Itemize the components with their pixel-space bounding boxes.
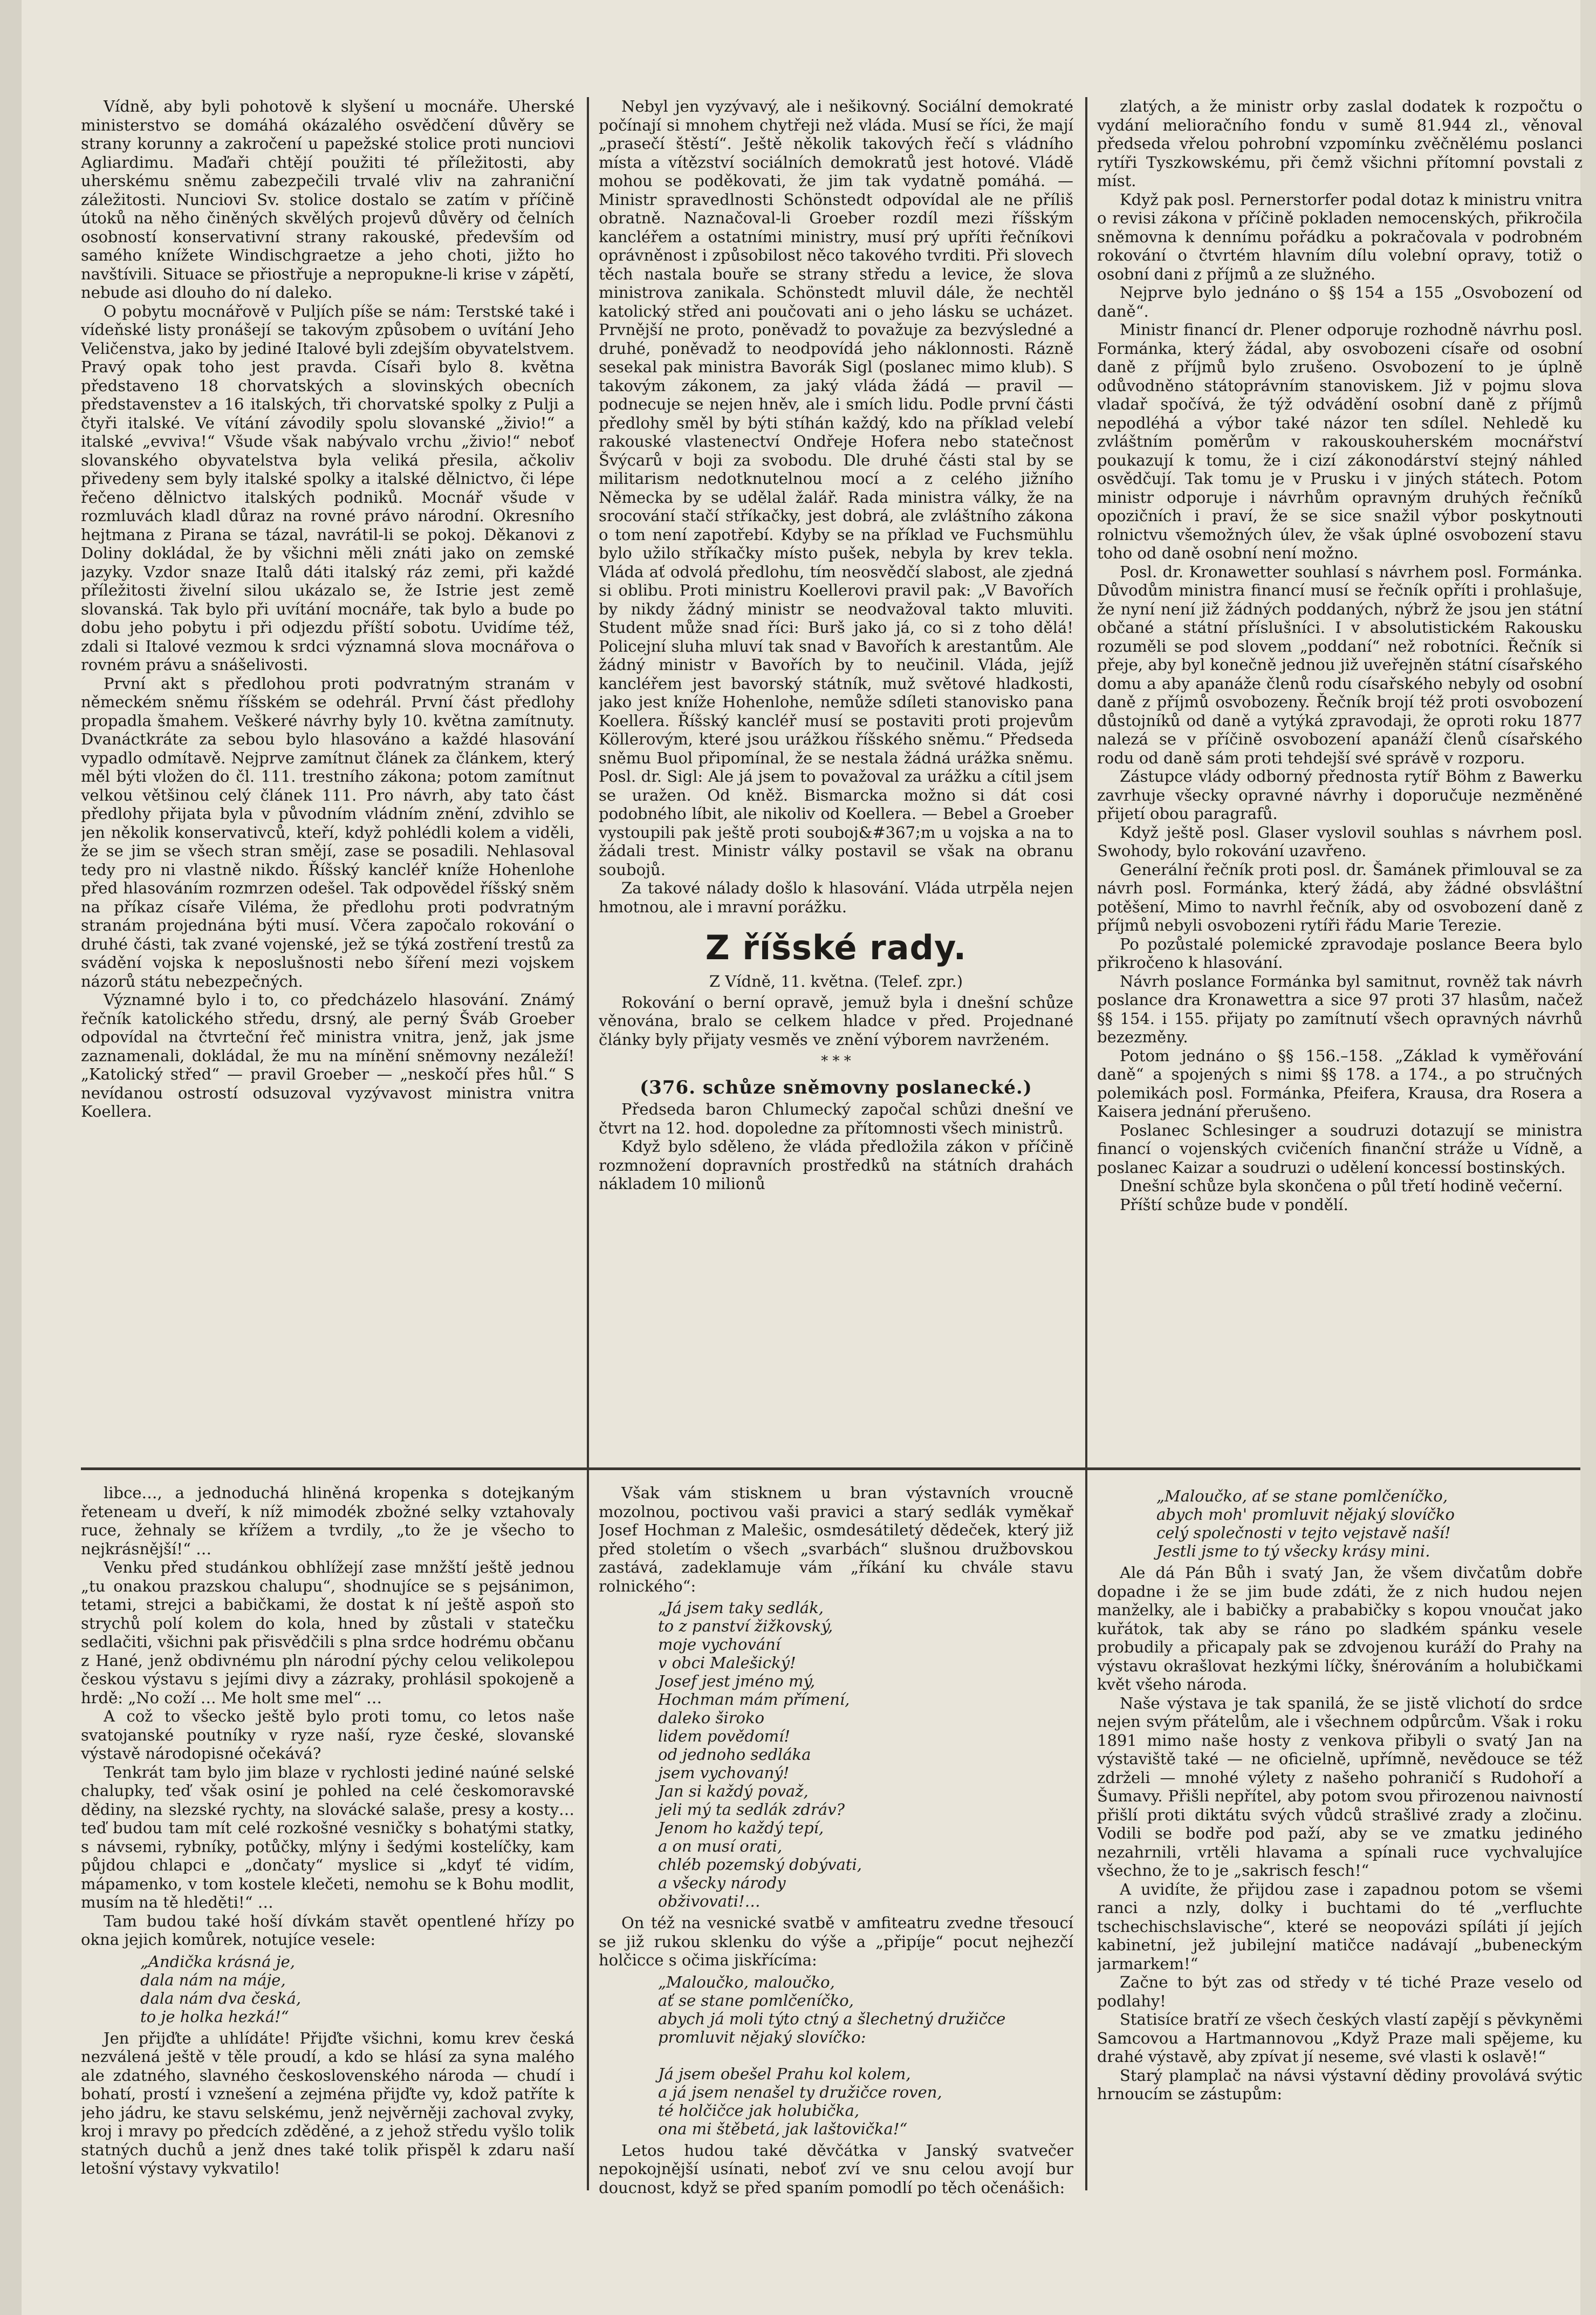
paragraph: A uvidíte, že přijdou zase i zapadnou potom se všemi ranci a nzly, dolky i buchtami do té „verfluchte tschechischslavische“, které se neopovázi spíláti jí jejích kabinetní, jež jubilejní matičce nadávají „bubeneckým jarmarkem!“ bbox=[1097, 1880, 1583, 1973]
paragraph: Venku před studánkou obhlížejí zase mnžští ještě jednou „tu onakou prazskou chalupu“, shodnujíce se s pejsánimon, tetami, strejci a babičkami, že dostat k ní ještě aspoň sto strychů polí kolem do kola, hned by zůstali v statečku sedlačiti, všichni pak přisvědčili s plna srdce hodrému občanu z Hané, jenž obdivnému pln národní pýchy celou velikolepou českou výstavu s jejími divy a zázraky, prohlásil spokojeně a hrdě: „No coží … Me holt sme mel“ … bbox=[81, 1558, 574, 1707]
paragraph: Však vám stisknem u bran výstavních vroucně mozolnou, poctivou vaši pravici a starý sedlák vyměkař Josef Hochman z Malešic, osmdesátiletý dědeček, který již před stoletím o všech „svarbách“ slušnou družbovskou zastává, zadeklamuje vám „říkání ku chvále stavu rolnického“: bbox=[599, 1484, 1073, 1595]
paragraph: Když pak posl. Pernerstorfer podal dotaz k ministru vnitra o revisi zákona v příčině pokladen nemocenských, přikročila sněmovna k dennímu pořádku a pokračovala v podrobném rokování o čtvrtém hlavním dílu volební opravy, totiž o osobní dani z příjmů a ze služného. bbox=[1097, 190, 1583, 283]
verse-block bbox=[1156, 1487, 1583, 1560]
verse-line: to je holka hezká!“ bbox=[140, 2007, 289, 2026]
column-rule bbox=[1085, 97, 1087, 2190]
paragraph: libce…, a jednoduchá hliněná kropenka s dotejkaným řeteneam u dveří, k níž mimodék zbožné selky vztahovaly ruce, žehnaly se křížem a tvrdily, „to že je všecho to nejkrásnější!“ … bbox=[81, 1484, 574, 1558]
paragraph: On též na vesnické svatbě v amfiteatru zvedne třesoucí se již rukou sklenku do výše a „připíje“ pocut nejhezčí holčicce s očima jiskřícíma: bbox=[599, 1914, 1073, 1969]
paragraph: Tenkrát tam bylo jim blaze v rychlosti jediné naúné selské chalupky, teď však osiní je pohled na celé českomoravské dědiny, na slezské rychty, na slovácké salaše, presy a kosty… teď budou tam mít celé rozkošné vesničky s bohatými statky, s návsemi, rybníky, potůčky, mlýny i šedými kostelíčky, kam půjdou chlapci e „dončaty“ myslice si „kdyť té vidím, mápamenko, v tom kostele klečeti, nemohu se k Bohu modlit, musím na tě hleděti!“ … bbox=[81, 1763, 574, 1911]
verse-line: chléb pozemský dobývati, bbox=[658, 1855, 862, 1874]
verse-line: Já jsem obešel Prahu kol kolem, bbox=[658, 2064, 911, 2083]
verse-line: obživovati!… bbox=[658, 1892, 761, 1910]
verse-line: v obci Malešický! bbox=[658, 1654, 796, 1672]
paragraph: Letos hudou také děvčátka v Janský svatvečer nepokojnější usínati, neboť zví ve snu celou avojí bur doucnost, když se před spaním pomodlí po těch očenášich: bbox=[599, 2141, 1073, 2197]
paragraph: Generální řečník proti posl. dr. Šamánek přimlouval se za návrh posl. Formánka, který žádá, aby žádné obsvláštní potěšení, Mimo to navrhl řečník, aby od osvobození daně z příjmů nebyli osvobozeni rytíři řádu Marie Terezie. bbox=[1097, 860, 1583, 934]
verse-line: abych moh' promluvit nějaký slovíčko bbox=[1156, 1505, 1455, 1524]
newspaper-page bbox=[81, 81, 1591, 2304]
scan-left-margin bbox=[0, 0, 22, 2315]
verse-line: Jestli jsme to tý všecky krásy mini. bbox=[1156, 1542, 1430, 1560]
verse-line: jeli mý ta sedlák zdráv? bbox=[658, 1800, 845, 1819]
verse-line: ona mi štěbetá, jak laštovička!“ bbox=[658, 2119, 908, 2138]
verse-line: Jenom ho každý tepí, bbox=[658, 1819, 824, 1837]
verse-line: Hochman mám přímení, bbox=[658, 1690, 850, 1709]
verse-line: to z panství žižkovský, bbox=[658, 1617, 833, 1635]
paragraph: Tam budou také hoší dívkám stavět opentlené hřízy po okna jejich komůrek, notujíce vesele: bbox=[81, 1911, 574, 1949]
feuilleton-column-1 bbox=[81, 1484, 574, 2239]
verse-line: celý společnosti v tejto vejstavě naší! bbox=[1156, 1524, 1451, 1542]
feuilleton-column-2 bbox=[599, 1484, 1073, 2239]
verse-line: té holčičce jak holubička, bbox=[658, 2101, 860, 2120]
verse-block bbox=[140, 1952, 574, 2026]
paragraph: Když ještě posl. Glaser vyslovil souhlas s návrhem posl. Swohody, bylo rokování uzavřeno. bbox=[1097, 823, 1583, 860]
verse-line: ať se stane pomlčeníčko, bbox=[658, 1991, 854, 2010]
paragraph: Dnešní schůze byla skončena o půl třetí hodině večerní. bbox=[1120, 1177, 1563, 1195]
dateline: Z Vídně, 11. května. (Telef. zpr.) bbox=[709, 972, 963, 991]
paragraph: Předseda baron Chlumecký započal schůzi dnešní ve čtvrt na 12. hod. dopoledne za přítomnosti všech ministrů. bbox=[599, 1100, 1073, 1137]
verse-block bbox=[658, 1973, 1073, 2138]
verse-line: „Maloučko, maloučko, bbox=[658, 1972, 835, 1991]
paragraph: Naše výstava je tak spanilá, že se jistě vlichotí do srdce nejen svým přátelům, ale i všechnem odpůrcům. Však i roku 1891 mimo naše hosty z venkova přibyli o svatý Jan na výstaviště také — ne oficielně, upřímně, nevědouce se též zdrželi — mnohé výlety z našeho pohraničí s Rudohoří a Šumavy. Přišli nepřítel, aby potom svou přirozenou naivností přišlí proti diktátu svých vůdců strašlivé zrady a zločinu. Vodili se bodře pod paží, aby se ve zmatku jediného nezahrnili, vrtěli hlavama a spínali ruce vychvalujíce všechno, že to je „sakrisch fesch!“ bbox=[1097, 1693, 1583, 1880]
verse-line: „Andička krásná je, bbox=[140, 1952, 295, 1971]
verse-line: promluvit nějaký slovíčko: bbox=[658, 2027, 866, 2046]
paragraph: Příští schůze bude v pondělí. bbox=[1120, 1195, 1348, 1214]
column-rule bbox=[587, 97, 589, 2190]
paragraph: Poslanec Schlesinger a soudruzi dotazují se ministra financí o vojenských cvičeních finanční stráže u Vídně, a poslanec Kaizar a soudruzi o udělení koncessí bostinských. bbox=[1097, 1121, 1583, 1177]
paragraph: Významné bylo i to, co předcházelo hlasování. Známý řečník katolického středu, drsný, ale perný Šváb Groeber odpovídal na čtvrteční řeč ministra vnitra, jenž, jak jsme zaznamenali, dokládal, že mu na mínění sněmovny nezáleží! „Katolický střed“ — pravil Groeber — „neskočí přes hůl.“ S nevídanou ostrostí odsuzoval vyzývavost ministra vnitra Koellera. bbox=[81, 991, 574, 1121]
verse-line: jsem vychovaný! bbox=[658, 1764, 790, 1782]
verse-line: dala nám dva česká, bbox=[140, 1989, 302, 2007]
section-heading: Z říšské rady. bbox=[705, 928, 967, 967]
paragraph: Ale dá Pán Bůh i svatý Jan, že všem divčatům dobře dopadne i že se jim bude zdáti, že z nich hudou nejen manželky, ale i babičky a prababičky s kopou vnoučat jako kuřátok, tak aby se ráno po sladkém spánku vesele probudily a přicapaly pak se zdvojenou kuráží do Prahy na výstavu okrašlovat hezkými líčky, šnérováním a holubičkami květ všeho národa. bbox=[1097, 1563, 1583, 1693]
paragraph: Starý plamplač na návsi výstavní dědiny provolává svýtic hrnoucím se zástupům: bbox=[1097, 2066, 1583, 2103]
top-column-2 bbox=[599, 97, 1073, 1462]
verse-line: abych já moli týto ctný a šlechetný družičce bbox=[658, 2009, 1006, 2028]
paragraph: Návrh poslance Formánka byl samitnut, rovněž tak návrh poslance dra Kronawettra a sice 97 proti 37 hlasům, načež §§ 154. i 155. přijaty po zamítnutí všech opravných návrhů bezezměny. bbox=[1097, 972, 1583, 1046]
feuilleton-rule bbox=[81, 1467, 1580, 1470]
paragraph: Začne to být zas od středy v té tiché Praze veselo od podlahy! bbox=[1097, 1973, 1583, 2010]
paragraph: Ministr financí dr. Plener odporuje rozhodně návrhu posl. Formánka, který žádal, aby osvobozeni císaře od osobní daně z příjmů bylo zrušeno. Osvobození to je úplně odůvodněno státoprávním stanoviskem. Již v pojmu slova vladař spočívá, že týž odvádění osobní daně z příjmů nepodléhá a výbor také názor ten sdílel. Nehledě ku zvláštním poměrům v rakouskouherském mocnářství poukazují k tomu, že i cizí zákonodárství stejný náhled osvědčují. Tak tomu je v Prusku i v jiných státech. Potom ministr odporuje i návrhům opravným druhých řečníků opozičních i praví, že se sice snažil výbor poskytnouti rolnictvu všemožných úlev, že však úplné osvobození stavu toho od daně osobní není možno. bbox=[1097, 320, 1583, 562]
paragraph: Potom jednáno o §§ 156.–158. „Základ k vyměřování daně“ a spojených s nimi §§ 178. a 174., a po stručných polemikách posl. Formánka, Pfeifera, Krausa, dra Rosera a Kaisera jednání přerušeno. bbox=[1097, 1046, 1583, 1121]
verse-line: od jednoho sedláka bbox=[658, 1745, 811, 1764]
top-column-1 bbox=[81, 97, 574, 1462]
paragraph: Posl. dr. Kronawetter souhlasí s návrhem posl. Formánka. Důvodům ministra financí musí se řečník opříti i prohlašuje, že nyní není již žádných poddaných, nýbrž že jsou jen státní občané a státní příslušníci. I v absolutistickém Rakousku rozuměli se pod slovem „poddaní“ než robotníci. Řečník si přeje, aby byl konečně jednou již uveřejněn státní císařského domu a aby apanáže členů rodu císařského nebyly od osobní daně z příjmů osvobozeny. Řečník brojí též proti osvobození důstojníků od daně a vytýká zpravodaji, že oproti roku 1877 nalezá se v příčině osvobození apanáží členů císařského rodu od daně sám proti tehdejší své správě v rozporu. bbox=[1097, 562, 1583, 767]
verse-line: dala nám na máje, bbox=[140, 1970, 286, 1989]
paragraph: A což to všecko ještě bylo proti tomu, co letos naše svatojanské poutníky v ryze naší, ryze české, slovanské výstavě národopisné očekává? bbox=[81, 1707, 574, 1763]
paragraph: Jen přijďte a uhlídáte! Přijďte všichni, komu krev česká nezválená ještě v těle proudí, a kdo se hlásí za syna malého ale zdatného, slavného československého národa — chudí i bohatí, prostí i vznešení a zejména přijďte vy, kdož patříte k jeho jádru, ke stavu selskému, jenž nejvěrněji zachoval zvyky, kroj i mravy po předcích zděděné, a z jehož středu vyšlo tolik statných duchů a jenž dnes také tolik přispěl k zdaru naší letošní výstavy vykvatilo! bbox=[81, 2029, 574, 2177]
paragraph: Zástupce vlády odborný přednosta rytíř Böhm z Bawerku zavrhuje všecky opravné návrhy i doporučuje nezměněné přijetí obou paragrafů. bbox=[1097, 767, 1583, 823]
paragraph: Za takové nálady došlo k hlasování. Vláda utrpěla nejen hmotnou, ale i mravní porážku. bbox=[599, 879, 1073, 916]
verse-line: lidem povědomí! bbox=[658, 1727, 791, 1745]
feuilleton-column-3 bbox=[1097, 1484, 1583, 2239]
paragraph: Statisíce bratří ze všech českých vlastí zapějí s pěvkyněmi Samcovou a Hartmannovou „Když Praze mali spějeme, ku drahé výstavě, aby zpívat jí neseme, své vlasti k oslavě!“ bbox=[1097, 2010, 1583, 2066]
top-column-3 bbox=[1097, 97, 1583, 1462]
verse-line: a všecky národy bbox=[658, 1874, 786, 1892]
paragraph: Vídně, aby byli pohotově k slyšení u mocnáře. Uherské ministerstvo se domáhá okázalého osvědčení důvěry se strany korunny a zakročení u papežské stolice proti nunciovi Agliardimu. Maďaři chtějí použiti té příležitosti, aby uherskému sněmu zabezpečili trvalé vliv na zahraniční záležitosti. Nunciovi Sv. stolice dostalo se zatím v příčině útoků na něho činěných skvělých projevů důvěry od čelních osobností konservativní strany rakouské, především od samého knížete Windischgraetze a jeho choti, jižto ho navštívili. Situace se přiostřuje a nepropukne-li krise v zápětí, nebude asi dlouho do ní daleko. bbox=[81, 97, 574, 302]
verse-line bbox=[658, 2046, 1073, 2065]
paragraph: zlatých, a že ministr orby zaslal dodatek k rozpočtu o vydání melioračního fondu v sumě 81.944 zl., věnoval předseda vřelou pohrobní vzpomínku zvěčnělému poslanci rytíři Tyszkowskému, při čemž všichni přítomní povstali z míst. bbox=[1097, 97, 1583, 190]
verse-line: Josef jest jméno mý, bbox=[658, 1672, 816, 1690]
verse-block bbox=[658, 1599, 1073, 1910]
verse-line: „Maloučko, ať se stane pomlčeníčko, bbox=[1156, 1487, 1448, 1505]
paragraph: Když bylo sděleno, že vláda předložila zákon v příčině rozmnožení dopravních prostředků na státních drahách nákladem 10 milionů bbox=[599, 1137, 1073, 1193]
paragraph: Po pozůstalé polemické zpravodaje poslance Beera bylo přikročeno k hlasování. bbox=[1097, 934, 1583, 972]
session-title: (376. schůze sněmovny poslanecké.) bbox=[640, 1076, 1032, 1098]
verse-line: „Já jsem taky sedlák, bbox=[658, 1599, 824, 1617]
separator-stars: * * * bbox=[821, 1053, 851, 1069]
verse-line: Jan si každý považ, bbox=[658, 1782, 809, 1800]
verse-line: daleko široko bbox=[658, 1709, 765, 1727]
paragraph: Nejprve bylo jednáno o §§ 154 a 155 „Osvobození od daně“. bbox=[1097, 283, 1583, 320]
paragraph: Rokování o berní opravě, jemuž byla i dnešní schůze věnována, bralo se celkem hladce v před. Projednané články byly přijaty vesměs ve znění výborem navrženém. bbox=[599, 993, 1073, 1049]
paragraph: První akt s předlohou proti podvratným stranám v německém sněmu říšském se odehrál. První část předlohy propadla šmahem. Veškeré návrhy byly 10. května zamítnuty. Dvanáctkráte za sebou bylo hlasováno a každé hlasování vypadlo odmítavě. Nejprve zamítnut článek za článkem, který měl býti vložen do čl. 111. trestního zákona; potom zamítnut velkou většinou celý článek 111. Pro návrh, aby tato část předlohy přijata byla v původním vládním znění, zdvihlo se jen několik konservativců, kteří, když pohlédli kolem a viděli, že se jim se všech stran smějí, zase se posadili. Nehlasoval tedy pro ni vlastně nikdo. Říšský kancléř kníže Hohenlohe před hlasováním rozmrzen odešel. Tak odpovědel říšský sněm na příkaz císaře Viléma, že předlohu proti podvratným stranám projednána býti musí. Včera započalo rokování o druhé části, tak zvané vojenské, jež se týká zostření trestů za svádění vojska k neposlušnosti nebo šíření mezi vojskem názorů státu nebezpečných. bbox=[81, 674, 574, 991]
verse-line: a já jsem nenašel ty družičce roven, bbox=[658, 2082, 942, 2101]
verse-line: a on musí orati, bbox=[658, 1837, 783, 1855]
verse-line: moje vychování bbox=[658, 1635, 781, 1654]
paragraph: Nebyl jen vyzývavý, ale i nešikovný. Sociální demokraté počínají si mnohem chytřeji než vláda. Musí se říci, že mají „prasečí štěstí“. Ještě několik takových řečí s vládního místa a vítězství sociálních demokratů jest hotové. Vládě mohou se poděkovati, že jim tak vydatně pomáhá. — Ministr spravedlnosti Schönstedt odpovídal ale ne příliš obratně. Naznačoval-li Groeber rozdíl mezi říšským kancléřem a ostatními ministry, musí prý upříti řečníkovi oprávněnost i způsobilost něco takového tvrditi. Při slovech těch nastala bouře se strany středu a levice, že slova ministrova zanikala. Schönstedt mluvil dále, že nechtěl katolický střed ani poučovati ani o jeho lásku se ucházet. Prvnější ne proto, poněvadž to považuje za bezvýsledné a druhé, poněvadž to neodpovídá jeho náklonnosti. Rázně sesekal pak ministra Bavorák Sigl (poslanec mimo klub). S takovým zákonem, za jaký vláda žádá — pravil — podnecuje se nejen hněv, ale i smích lidu. Podle první části předlohy směl by býti stíhán každý, kdo na příklad velebí rakouské vlastenectví Ondřeje Hofera nebo statečnost Švýcarů v boji za svobodu. Dle druhé části stal by se militarism nedotknutelnou mocí a z celého jižního Německa by se udělal žalář. Rada ministra války, že na srocování stačí stříkačky, jest dobrá, ale zvláštního zákona o tom není zapotřebí. Kdyby se na příklad ve Fuchsmühlu bylo užilo stříkačky místo pušek, nebyla by krev tekla. Vláda ať odvolá předlohu, tím neosvědčí slabost, ale zjedná si oblibu. Proti ministru Koellerovi pravil pak: „V Bavořích by nikdy žádný ministr se neodvažoval takto mluviti. Student může snad říci: Burš jako já, co si z toho dělá! Policejní sluha mluví tak snad v Bavořích k arestantům. Ale žádný ministr v Bavořích by to neučinil. Vláda, jejíž kancléřem jest bavorský státník, muž světové hladkosti, jako jest kníže Hohenlohe, nemůže sdíleti stanovisko pana Koellera. Říšský kancléř musí se postaviti proti projevům Köllerovým, které jsou urážkou říšského sněmu.“ Předseda sněmu Buol připomínal, že se nestala žádná urážka sněmu. Posl. dr. Sigl: Ale já jsem to považoval za urážku a cítil jsem se uražen. Od kněž. Bismarcka možno si dát cosi podobného líbit, ale nikoliv od Koellera. — Bebel a Groeber vystoupili pak ještě proti souboj&#367;m u vojska a na to žádali trest. Ministr války postavil se však na obranu soubojů. bbox=[599, 97, 1073, 879]
paragraph: O pobytu mocnářově v Puljích píše se nám: Terstské také i vídeňské listy pronášejí se takovým způsobem o uvítání Jeho Veličenstva, jako by jediné Italové byli zdejším obyvatelstvem. Pravý opak toho jest pravda. Císaři bylo 8. května představeno 18 chorvatských a slovinských obecních představenstev a 16 italských, tři chorvatské spolky z Pulji a čtyři italské. Ve vítání závodily spolu slovanské „živio!“ a italské „evviva!“ Všude však nabývalo vrchu „živio!“ neboť slovanského obyvatelstva byla veliká přesila, ačkoliv přivedeny sem byly italské spolky a italské dělnictvo, či lépe řečeno dělnictvo italských podniků. Mocnář všude v rozmluvách kladl důraz na rovné právo národní. Okresního hejtmana z Pirana se tázal, navrátil-li se pokoj. Děkanovi z Doliny dokládal, že by všichni měli znáti jako on zemské jazyky. Vzdor snaze Italů dáti italský ráz zemi, při každé příležitosti živelní silou ukázalo se, že Istrie jest země slovanská. Tak bylo při uvítání mocnáře, tak bylo a bude po dobu jeho pobytu i při odjezdu příští sobotu. Uvidíme též, zdali si Italové vezmou k srdci významná slova mocnářova o rovném právu a snášelivosti. bbox=[81, 302, 574, 674]
